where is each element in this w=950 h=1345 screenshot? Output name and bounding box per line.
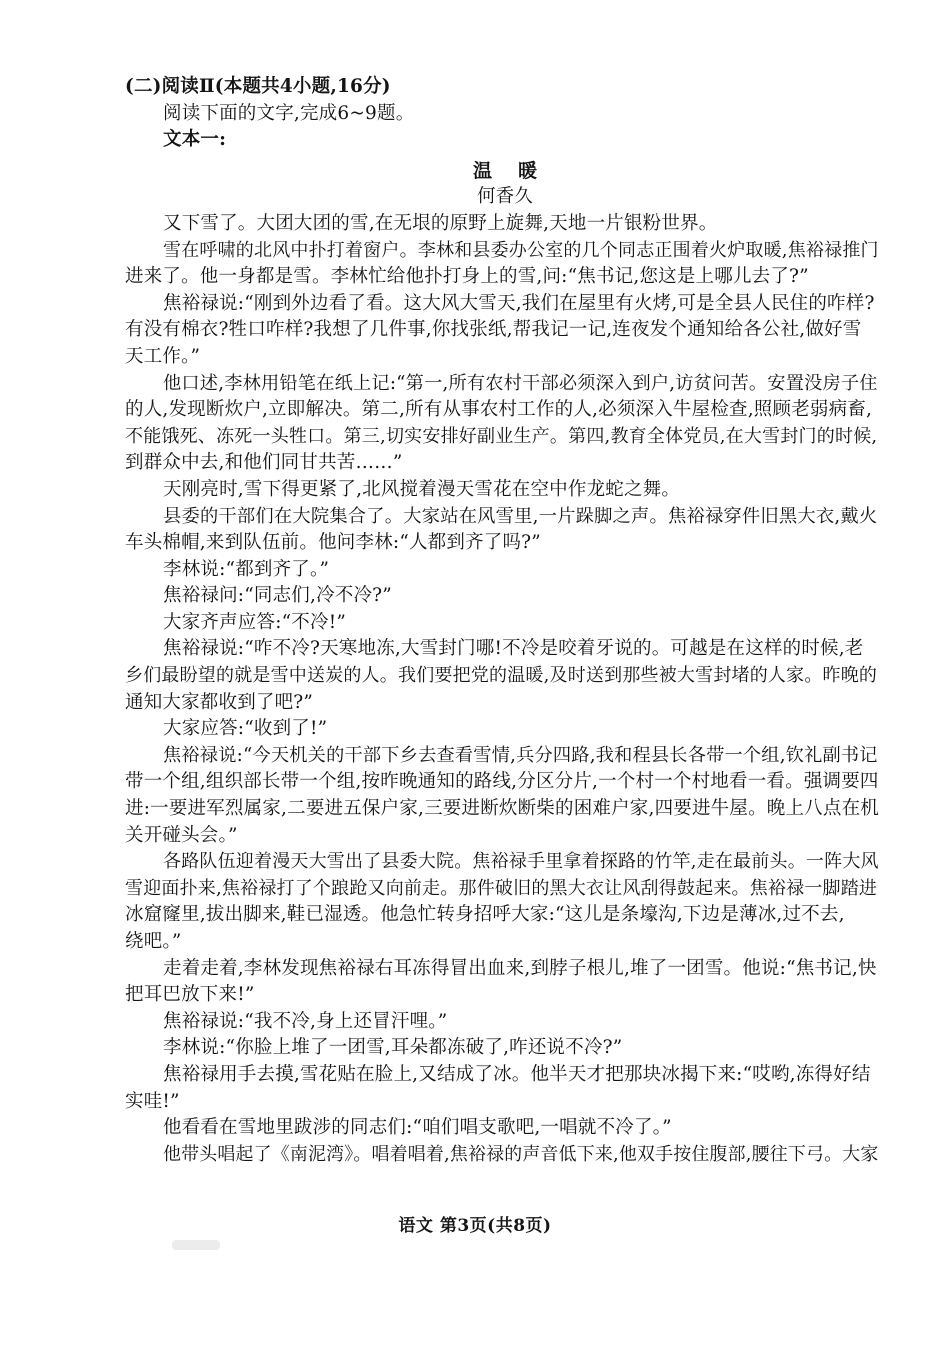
passage-line: 有没有棉衣?牲口咋样?我想了几件事,你找张纸,帮我记一记,连夜发个通知给各公社,做好雪: [125, 319, 862, 341]
passage-line: 大家应答:“收到了!”: [163, 718, 328, 740]
passage-line: 各路队伍迎着漫天大雪出了县委大院。焦裕禄手里拿着探路的竹竿,走在最前头。一阵大风: [163, 851, 879, 873]
passage-line: 李林说:“都到齐了。”: [163, 558, 330, 580]
passage-line: 雪迎面扑来,焦裕禄打了个踉跄又向前走。那件破旧的黑大衣让风刮得鼓起来。焦裕禄一脚踏进: [125, 877, 878, 899]
passage-body: [125, 211, 885, 1168]
passage-line: 他看看在雪地里跋涉的同志们:“咱们唱支歌吧,一唱就不冷了。”: [163, 1117, 672, 1139]
instruction-line: 阅读下面的文字,完成6~9题。: [163, 102, 415, 124]
passage-line: 把耳巴放下来!”: [125, 984, 255, 1006]
passage-line: 带一个组,组织部长带一个组,按昨晚通知的路线,分区分片,一个村一个村地看一看。强调要四: [125, 771, 879, 793]
passage-line: 焦裕禄说:“我不冷,身上还冒汗哩。”: [163, 1010, 448, 1032]
passage-line: 李林说:“你脸上堆了一团雪,耳朵都冻破了,咋还说不冷?”: [163, 1037, 623, 1059]
passage-line: 他口述,李林用铅笔在纸上记:“第一,所有农村干部必须深入到户,访贫问苦。安置没房子住: [163, 372, 878, 394]
passage-line: 绕吧。”: [125, 931, 182, 952]
passage-line: 到群众中去,和他们同甘共苦……”: [125, 452, 403, 474]
passage-line: 焦裕禄说:“今天机关的干部下乡去查看雪情,兵分四路,我和程县长各带一个组,钦礼副书记: [163, 744, 878, 766]
passage-line: 进来了。他一身都是雪。李林忙给他扑打身上的雪,问:“焦书记,您这是上哪儿去了?”: [125, 266, 809, 288]
passage-line: 又下雪了。大团大团的雪,在无垠的原野上旋舞,天地一片银粉世界。: [163, 212, 718, 234]
reading-passage: [125, 74, 885, 1168]
passage-line: 进:一要进军烈属家,二要进五保户家,三要进断炊断柴的困难户家,四要进牛屋。晚上八点在机: [125, 798, 879, 820]
passage-line: 大家齐声应答:“不冷!”: [163, 611, 346, 633]
passage-line: 焦裕禄用手去摸,雪花贴在脸上,又结成了冰。他半天才把那块冰揭下来:“哎哟,冻得好结: [163, 1063, 871, 1085]
passage-line: 他带头唱起了《南泥湾》。唱着唱着,焦裕禄的声音低下来,他双手按住腹部,腰往下弓。大家: [163, 1143, 879, 1165]
passage-line: 天工作。”: [125, 345, 201, 367]
passage-line: 雪在呼啸的北风中扑打着窗户。李林和县委办公室的几个同志正围着火炉取暖,焦裕禄推门: [163, 239, 879, 261]
passage-line: 冰窟窿里,拔出脚来,鞋已湿透。他急忙转身招呼大家:“这儿是条壕沟,下边是薄冰,过不去,: [125, 904, 845, 926]
passage-line: 焦裕禄说:“咋不冷?天寒地冻,大雪封门哪!不冷是咬着牙说的。可越是在这样的时候,老: [163, 638, 864, 660]
passage-line: 天刚亮时,雪下得更紧了,北风搅着漫天雪花在空中作龙蛇之舞。: [163, 478, 681, 500]
passage-line: 的人,发现断炊户,立即解决。第二,所有从事农村工作的人,必须深入牛屋检查,照顾老弱病畜,: [125, 399, 873, 421]
passage-line: 实哇!”: [125, 1090, 180, 1112]
text-label: 文本一:: [163, 129, 227, 151]
passage-line: 乡们最盼望的就是雪中送炭的人。我们要把党的温暖,及时送到那些被大雪封堵的人家。昨晚的: [125, 665, 878, 687]
section-header: (二)阅读Ⅱ(本题共4小题,16分): [125, 76, 391, 97]
scan-smudge: [172, 1240, 220, 1250]
passage-line: 不能饿死、冻死一头牲口。第三,切实安排好副业生产。第四,教育全体党员,在大雪封门的时候,: [125, 425, 878, 447]
passage-line: 县委的干部们在大院集合了。大家站在风雪里,一片跺脚之声。焦裕禄穿件旧黑大衣,戴火: [163, 505, 878, 527]
passage-title: 温暖: [472, 159, 563, 182]
passage-line: 走着走着,李林发现焦裕禄右耳冻得冒出血来,到脖子根儿,堆了一团雪。他说:“焦书记,快: [163, 957, 877, 979]
passage-line: 焦裕禄问:“同志们,冷不冷?”: [163, 585, 392, 607]
passage-line: 焦裕禄说:“刚到外边看了看。这大风大雪天,我们在屋里有火烤,可是全县人民住的咋样?: [163, 292, 875, 314]
passage-line: 关开碰头会。”: [125, 824, 238, 846]
page-footer: 语文 第3页(共8页): [398, 1216, 552, 1236]
passage-author: 何香久: [476, 186, 534, 208]
passage-line: 车头棉帽,来到队伍前。他问李林:“人都到齐了吗?”: [125, 532, 541, 554]
passage-line: 通知大家都收到了吧?”: [125, 691, 314, 713]
